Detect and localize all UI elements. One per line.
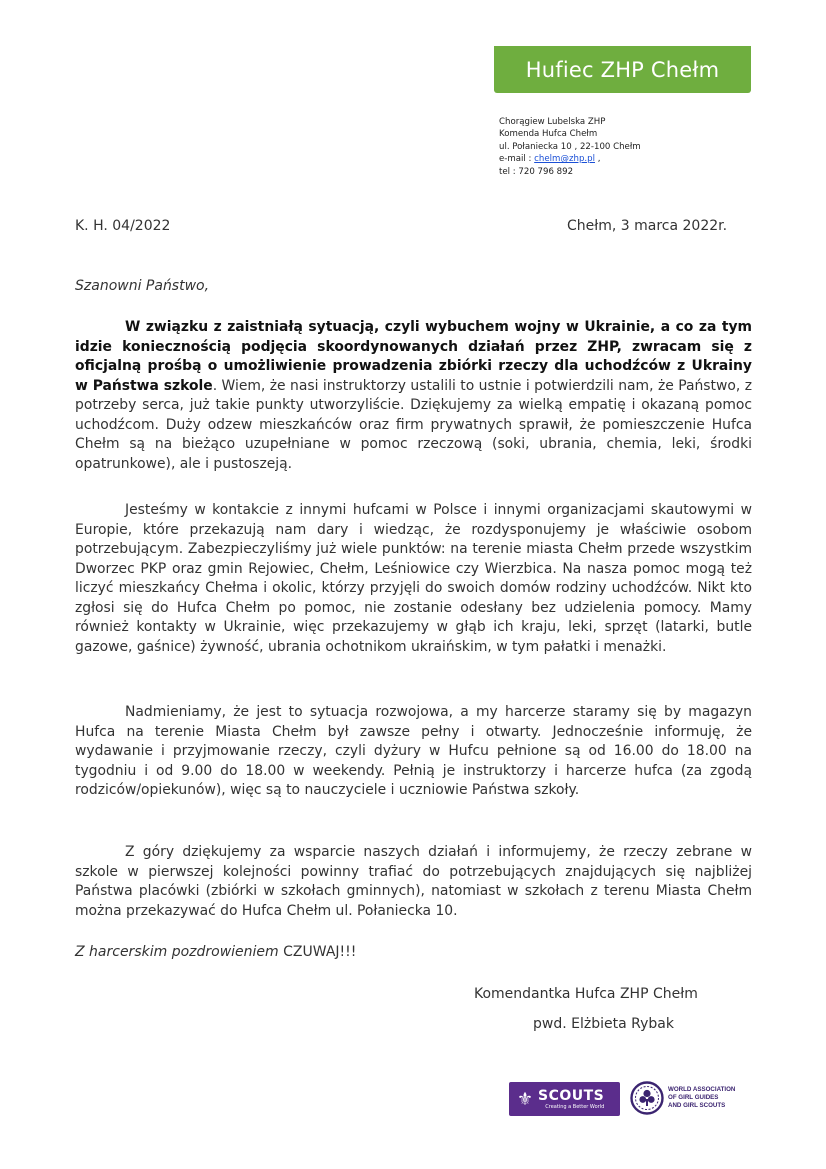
header-brand-banner — [494, 46, 751, 93]
paragraph-1-rest: . Wiem, że nasi instruktorzy ustalili to ustnie i potwierdzili nam, że Państwo, z potrzeby serca, już takie punkty utworzyliście. Dziękujemy za wielką empatię i okazaną pomoc uchodźcom. Duży odzew mieszkańców oraz firm prywatnych sprawił, że pomieszczenie Hufca Chełm są na bieżąco uzupełniane w pomoc rzeczową (soki, ubrania, chemia, leki, środki opatrunkowe), ale i pustoszeją. — [75, 377, 752, 472]
paragraph-1-bold: W związku z zaistniałą sytuacją, czyli wybuchem wojny w Ukrainie, a co za tym idzie koniecznością podjęcia skoordynowanych działań przez ZHP, zwracam się z oficjalną prośbą o umożliwienie prowadzenia zbiórki rzeczy dla uchodźców z Ukrainy w Państwa szkole — [75, 319, 752, 394]
wagggs-line-2: OF GIRL GUIDES — [668, 1094, 719, 1101]
signature-title: Komendantka Hufca ZHP Chełm — [474, 986, 698, 1002]
fleur-de-lis-icon: ⚜ — [516, 1088, 534, 1110]
brand-title: Hufiec ZHP Chełm — [525, 57, 720, 82]
closing-czuwaj: CZUWAJ!!! — [278, 944, 357, 960]
email-link[interactable]: chelm@zhp.pl — [534, 154, 595, 165]
paragraph-4-text: Z góry dziękujemy za wsparcie naszych działań i informujemy, że rzeczy zebrane w szkole w pierwszej kolejności powinny trafiać do potrzebujących znajdujących się najbliżej Państwa placówki (zbiórki w szkołach gminnych), natomiast w szkołach z terenu Miasta Chełm można przekazywać do Hufca Chełm ul. Połaniecka 10. — [75, 844, 752, 919]
scouts-logo-tagline: Creating a Better World — [545, 1103, 605, 1110]
email-suffix: , — [594, 154, 601, 165]
closing-italic: Z harcerskim pozdrowieniem — [75, 944, 279, 960]
letter-greeting: Szanowni Państwo, — [75, 278, 210, 294]
wagggs-line-3: AND GIRL SCOUTS — [668, 1102, 726, 1109]
contact-line-office: Komenda Hufca Chełm — [499, 129, 598, 140]
email-label: e-mail : — [499, 154, 535, 165]
letter-paragraph-4 — [75, 843, 752, 921]
letter-paragraph-2 — [75, 501, 752, 657]
letter-date: Chełm, 3 marca 2022r. — [567, 218, 728, 234]
wagggs-logo — [630, 1080, 735, 1116]
paragraph-3-text: Nadmieniamy, że jest to sytuacja rozwojowa, a my harcerze staramy się by magazyn Hufca na terenie Miasta Chełm był zawsze pełny i otwarty. Jednocześnie informuję, że wydawanie i przyjmowanie rzeczy, czyli dyżury w Hufcu pełnione są od 16.00 do 18.00 na tygodniu i od 9.00 do 18.00 w weekendy. Pełnią je instruktorzy i harcerze hufca (za zgodą rodziców/opiekunów), więc są to nauczyciele i uczniowie Państwa szkoły. — [75, 704, 752, 798]
letter-paragraph-1 — [75, 318, 752, 474]
letter-closing — [75, 944, 356, 960]
wagggs-line-1: WORLD ASSOCIATION — [668, 1086, 736, 1093]
contact-block — [499, 116, 641, 178]
scouts-logo-name: SCOUTS — [538, 1087, 605, 1104]
signature-name: pwd. Elżbieta Rybak — [533, 1016, 674, 1032]
letter-paragraph-3 — [75, 703, 752, 801]
letter-reference: K. H. 04/2022 — [75, 218, 171, 234]
scouts-logo — [509, 1082, 620, 1116]
paragraph-2-text: Jesteśmy w kontakcie z innymi hufcami w Polsce i innymi organizacjami skautowymi w Europie, które przekazują nam dary i wiedząc, że rozdysponujemy je właściwie osobom potrzebującym. Zabezpieczyliśmy już wiele punktów: na terenie miasta Chełm przede wszystkim Dworzec PKP oraz gmin Rejowiec, Chełm, Leśniowice czy Wierzbica. Na nasza pomoc mogą też liczyć mieszkańcy Chełma i okolic, którzy przyjęli do swoich domów rodziny uchodźców. Nikt kto zgłosi się do Hufca Chełm po pomoc, nie zostanie odesłany bez udzielenia pomocy. Mamy również kontakty w Ukrainie, więc przekazujemy w głąb ich kraju, leki, sprzęt (latarki, butle gazowe, gaśnice) żywność, ubrania ochotnikom ukraińskim, w tym pałatki i menażki. — [75, 502, 752, 655]
trefoil-icon — [630, 1081, 664, 1115]
contact-line-address: ul. Połaniecka 10 , 22-100 Chełm — [499, 141, 641, 152]
contact-line-org: Chorągiew Lubelska ZHP — [499, 117, 606, 127]
contact-phone: tel : 720 796 892 — [499, 166, 574, 177]
contact-email-line — [499, 153, 641, 165]
